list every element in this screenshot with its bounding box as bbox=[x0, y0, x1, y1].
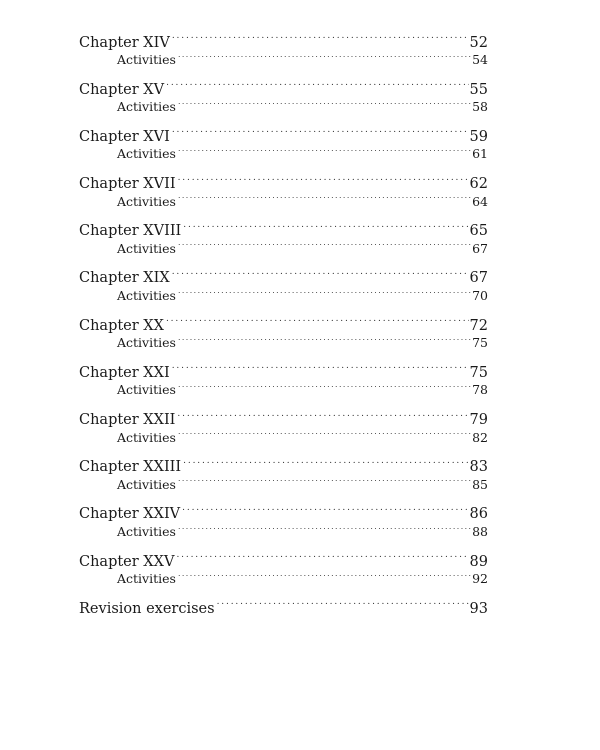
page-number: 86 bbox=[469, 506, 488, 523]
dot-leader bbox=[217, 598, 469, 613]
toc-activities-entry[interactable] bbox=[79, 429, 488, 447]
dot-leader bbox=[178, 335, 471, 348]
toc-activities-entry[interactable] bbox=[79, 523, 488, 541]
toc-chapter-block bbox=[79, 410, 488, 457]
page-number: 72 bbox=[469, 317, 488, 334]
dot-leader bbox=[166, 79, 468, 94]
activities-label: Activities bbox=[117, 476, 176, 492]
chapter-title: Chapter XXIII bbox=[79, 459, 182, 476]
page-number: 83 bbox=[469, 459, 488, 476]
toc-chapter-entry[interactable] bbox=[79, 268, 488, 287]
chapter-title: Chapter XVI bbox=[79, 128, 170, 145]
dot-leader bbox=[183, 221, 468, 236]
dot-leader bbox=[178, 240, 471, 253]
activities-label: Activities bbox=[117, 382, 176, 398]
activities-label: Activities bbox=[117, 99, 176, 115]
dot-leader bbox=[172, 268, 469, 283]
toc-activities-entry[interactable] bbox=[79, 98, 488, 116]
dot-leader bbox=[178, 523, 471, 536]
toc-activities-entry[interactable] bbox=[79, 145, 488, 163]
dot-leader bbox=[178, 99, 471, 112]
dot-leader bbox=[176, 551, 468, 566]
page-number: 62 bbox=[469, 176, 488, 193]
page-number: 89 bbox=[469, 553, 488, 570]
dot-leader bbox=[178, 429, 471, 442]
toc-activities-entry[interactable] bbox=[79, 51, 488, 69]
chapter-title: Chapter XVIII bbox=[79, 223, 182, 240]
chapter-title: Chapter XXI bbox=[79, 364, 170, 381]
activities-label: Activities bbox=[117, 287, 176, 303]
dot-leader bbox=[172, 126, 469, 141]
toc-chapter-entry[interactable] bbox=[79, 126, 488, 145]
toc-revision-entry[interactable] bbox=[79, 598, 488, 618]
dot-leader bbox=[166, 315, 469, 330]
chapter-title: Chapter XIX bbox=[79, 270, 170, 287]
table-of-contents bbox=[79, 32, 488, 618]
toc-activities-entry[interactable] bbox=[79, 570, 488, 588]
toc-chapter-entry[interactable] bbox=[79, 174, 488, 193]
toc-chapter-block bbox=[79, 315, 488, 362]
toc-chapter-entry[interactable] bbox=[79, 221, 488, 240]
toc-activities-entry[interactable] bbox=[79, 240, 488, 258]
dot-leader bbox=[182, 504, 468, 519]
page-number: 92 bbox=[472, 571, 488, 587]
chapter-title: Chapter XVII bbox=[79, 176, 176, 193]
page-number: 59 bbox=[469, 128, 488, 145]
page-number: 55 bbox=[469, 81, 488, 98]
activities-label: Activities bbox=[117, 429, 176, 445]
chapter-title: Chapter XXV bbox=[79, 553, 175, 570]
toc-chapter-block bbox=[79, 551, 488, 598]
page-number: 82 bbox=[472, 429, 488, 445]
page-number: 61 bbox=[472, 146, 488, 162]
dot-leader bbox=[178, 382, 471, 395]
page-number: 52 bbox=[469, 34, 488, 51]
revision-title: Revision exercises bbox=[79, 600, 215, 617]
toc-chapter-entry[interactable] bbox=[79, 79, 488, 98]
dot-leader bbox=[178, 571, 471, 584]
toc-chapter-block bbox=[79, 79, 488, 126]
toc-activities-entry[interactable] bbox=[79, 381, 488, 399]
activities-label: Activities bbox=[117, 52, 176, 67]
page-number: 67 bbox=[472, 240, 488, 256]
toc-chapter-block bbox=[79, 504, 488, 551]
toc-chapter-entry[interactable] bbox=[79, 362, 488, 381]
activities-label: Activities bbox=[117, 240, 176, 256]
toc-chapter-entry[interactable] bbox=[79, 315, 488, 334]
dot-leader bbox=[183, 457, 468, 472]
chapter-title: Chapter XX bbox=[79, 317, 164, 334]
page-number: 67 bbox=[469, 270, 488, 287]
page-number: 75 bbox=[472, 335, 488, 351]
page-number: 93 bbox=[469, 600, 488, 617]
dot-leader bbox=[172, 32, 469, 47]
page-number: 78 bbox=[472, 382, 488, 398]
toc-chapter-block bbox=[79, 221, 488, 268]
chapter-title: Chapter XXIV bbox=[79, 506, 181, 523]
toc-chapter-block bbox=[79, 32, 488, 79]
toc-activities-entry[interactable] bbox=[79, 476, 488, 494]
page-number: 54 bbox=[472, 52, 488, 67]
page-number: 79 bbox=[469, 412, 488, 428]
dot-leader bbox=[178, 476, 471, 489]
toc-chapter-entry[interactable] bbox=[79, 410, 488, 429]
page-number: 65 bbox=[469, 223, 488, 240]
toc-chapter-block bbox=[79, 174, 488, 221]
toc-chapter-block bbox=[79, 457, 488, 504]
chapter-title: Chapter XXII bbox=[79, 412, 176, 428]
activities-label: Activities bbox=[117, 146, 176, 162]
dot-leader bbox=[178, 287, 471, 300]
toc-chapter-entry[interactable] bbox=[79, 32, 488, 51]
toc-chapter-entry[interactable] bbox=[79, 457, 488, 476]
page-number: 70 bbox=[472, 287, 488, 303]
activities-label: Activities bbox=[117, 523, 176, 539]
dot-leader bbox=[178, 52, 471, 65]
toc-activities-entry[interactable] bbox=[79, 287, 488, 305]
toc-chapter-block bbox=[79, 126, 488, 173]
toc-activities-entry[interactable] bbox=[79, 193, 488, 211]
toc-chapter-entry[interactable] bbox=[79, 551, 488, 570]
dot-leader bbox=[178, 146, 471, 159]
toc-activities-entry[interactable] bbox=[79, 334, 488, 352]
toc-chapter-entry[interactable] bbox=[79, 504, 488, 523]
page-number: 64 bbox=[472, 193, 488, 209]
page-number: 75 bbox=[469, 364, 488, 381]
dot-leader bbox=[177, 410, 468, 425]
dot-leader bbox=[172, 362, 469, 377]
chapter-title: Chapter XV bbox=[79, 81, 165, 98]
page-number: 58 bbox=[472, 99, 488, 115]
page-number: 85 bbox=[472, 476, 488, 492]
activities-label: Activities bbox=[117, 571, 176, 587]
toc-chapter-block bbox=[79, 268, 488, 315]
dot-leader bbox=[178, 193, 471, 206]
page-number: 88 bbox=[472, 523, 488, 539]
dot-leader bbox=[178, 174, 469, 189]
activities-label: Activities bbox=[117, 193, 176, 209]
activities-label: Activities bbox=[117, 335, 176, 351]
chapter-title: Chapter XIV bbox=[79, 34, 170, 51]
toc-chapter-block bbox=[79, 362, 488, 409]
